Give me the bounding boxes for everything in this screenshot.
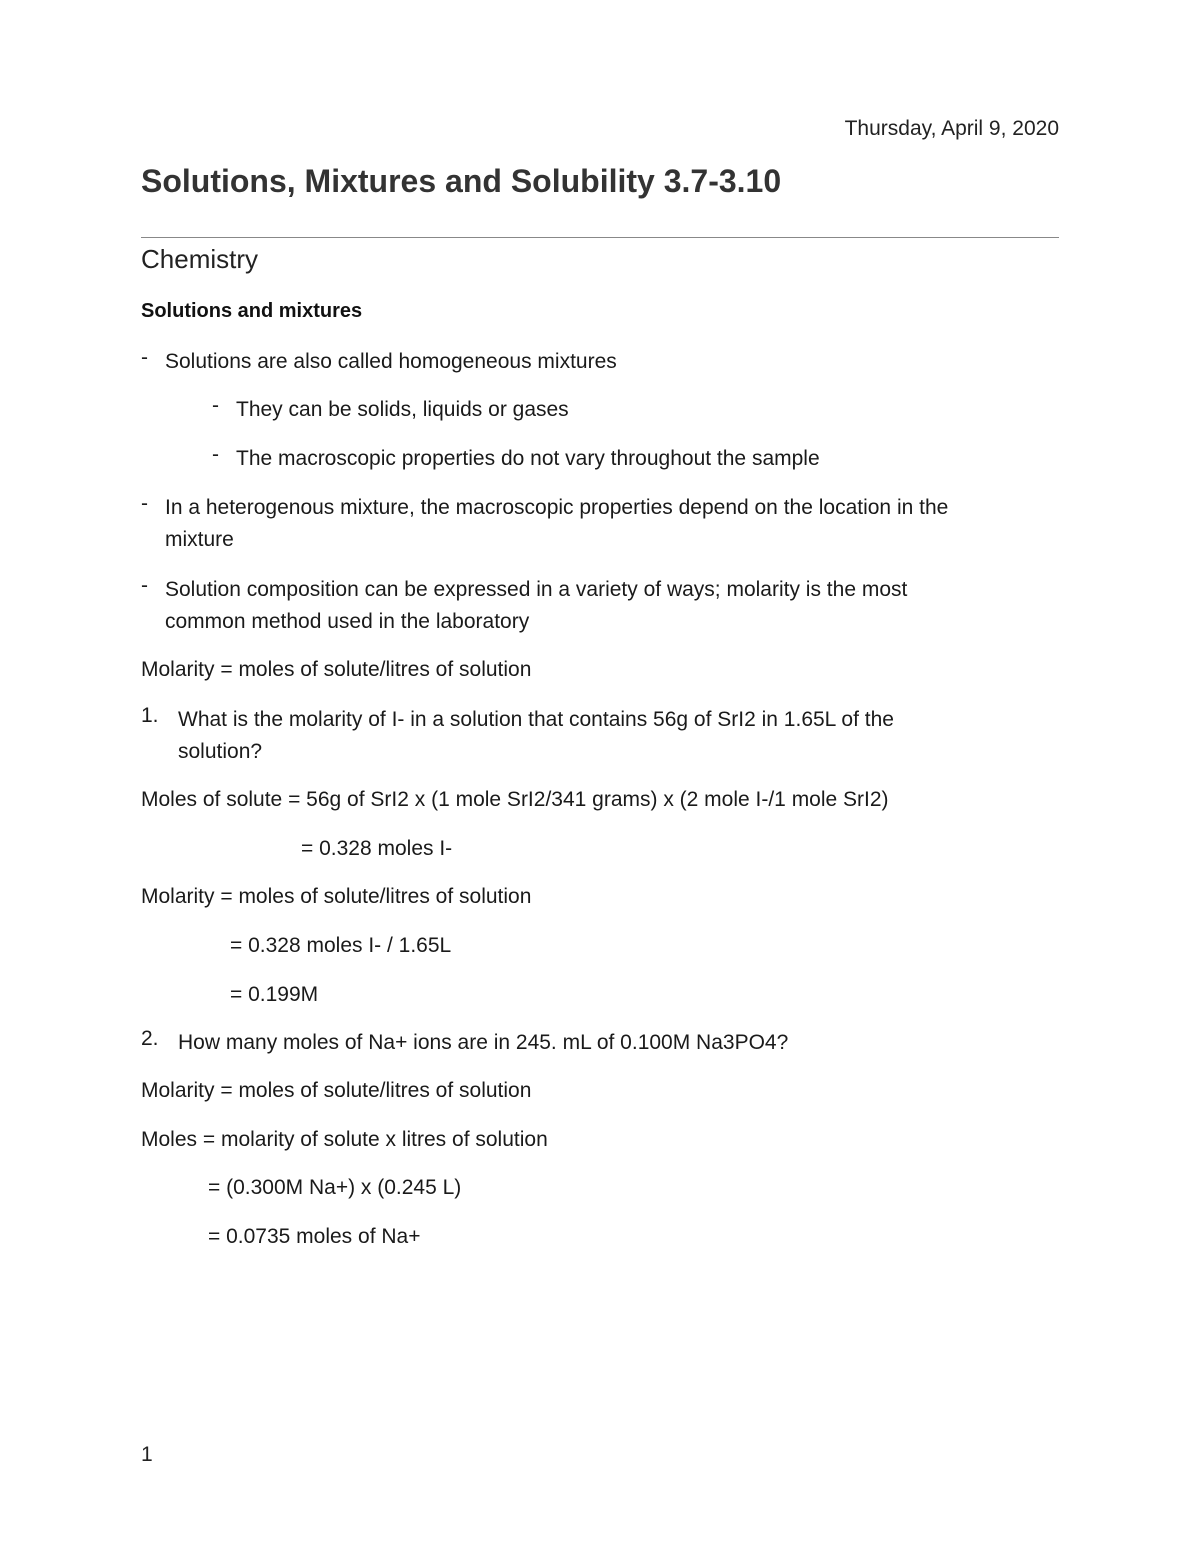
solution-step: = 0.328 moles I- <box>301 837 453 860</box>
bullet-text-continued: mixture <box>165 528 234 551</box>
sub-bullet-dash: - <box>212 394 219 417</box>
bullet-dash: - <box>141 574 148 597</box>
question-number: 2. <box>141 1027 159 1050</box>
bullet-text: Solution composition can be expressed in a variety of ways; molarity is the most <box>165 578 908 601</box>
question-text-continued: solution? <box>178 740 263 763</box>
solution-step: = 0.328 moles I- / 1.65L <box>230 934 452 957</box>
subject-heading: Chemistry <box>141 244 259 274</box>
section-heading: Solutions and mixtures <box>141 300 363 322</box>
solution-answer: = 0.199M <box>230 983 319 1006</box>
molarity-formula: Molarity = moles of solute/litres of solution <box>141 658 532 681</box>
solution-answer: = 0.0735 moles of Na+ <box>208 1225 421 1248</box>
question-number: 1. <box>141 704 159 727</box>
sub-bullet-text: They can be solids, liquids or gases <box>236 398 569 421</box>
bullet-text-continued: common method used in the laboratory <box>165 610 530 633</box>
question-text: What is the molarity of I- in a solution that contains 56g of SrI2 in 1.65L of the <box>178 708 894 731</box>
bullet-dash: - <box>141 492 148 515</box>
solution-step: = (0.300M Na+) x (0.245 L) <box>208 1176 462 1199</box>
bullet-text: Solutions are also called homogeneous mixtures <box>165 350 617 373</box>
solution-step: Moles of solute = 56g of SrI2 x (1 mole SrI2/341 grams) x (2 mole I-/1 mole SrI2) <box>141 788 889 811</box>
solution-step: Molarity = moles of solute/litres of solution <box>141 885 532 908</box>
sub-bullet-text: The macroscopic properties do not vary throughout the sample <box>236 447 820 470</box>
question-text: How many moles of Na+ ions are in 245. mL of 0.100M Na3PO4? <box>178 1031 789 1054</box>
sub-bullet-dash: - <box>212 443 219 466</box>
solution-step: Molarity = moles of solute/litres of solution <box>141 1079 532 1102</box>
title-divider <box>141 237 1059 238</box>
bullet-dash: - <box>141 346 148 369</box>
page-number: 1 <box>141 1443 153 1466</box>
bullet-text: In a heterogenous mixture, the macroscopic properties depend on the location in the <box>165 496 949 519</box>
document-title: Solutions, Mixtures and Solubility 3.7-3.10 <box>141 163 782 199</box>
solution-step: Moles = molarity of solute x litres of solution <box>141 1128 548 1151</box>
document-date: Thursday, April 9, 2020 <box>844 117 1059 140</box>
